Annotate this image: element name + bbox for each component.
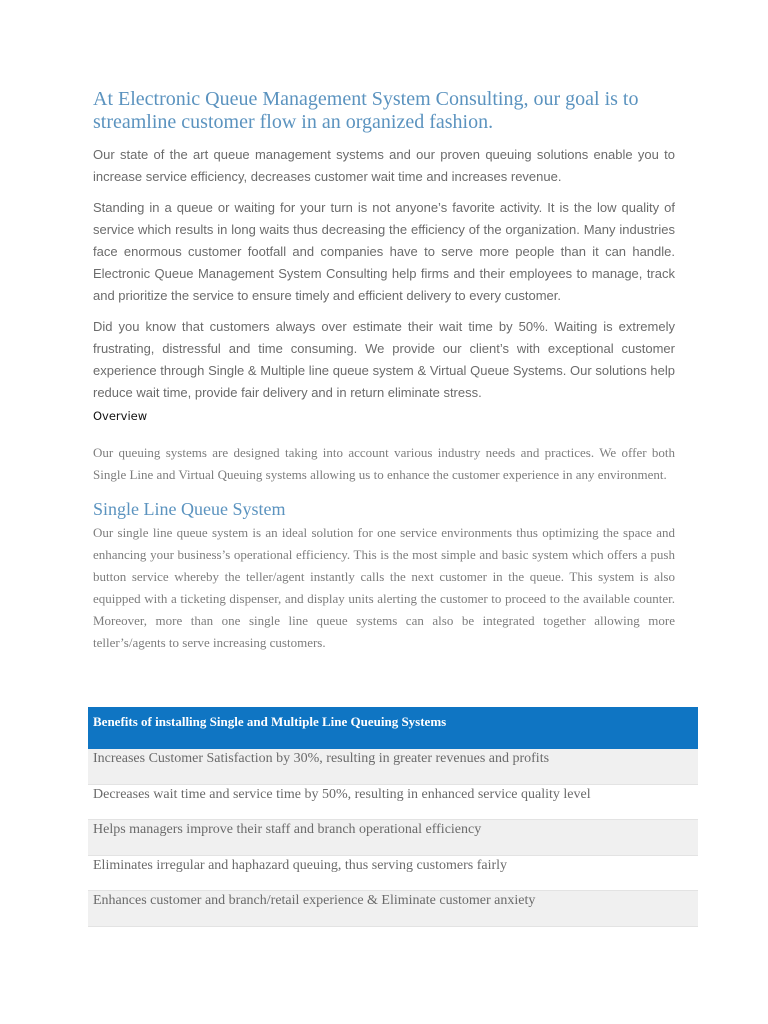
table-row: Decreases wait time and service time by 50%, resulting in enhanced service quality level xyxy=(88,785,698,821)
page-title: At Electronic Queue Management System Consulting, our goal is to streamline customer flow in an organized fashion. xyxy=(93,88,639,133)
document-body xyxy=(93,88,675,658)
intro-paragraph-2: Standing in a queue or waiting for your turn is not anyone’s favorite activity. It is the low quality of service which results in long waits thus decreasing the efficiency of the organization. Many industries face enormous customer footfall and companies have to serve more people than it can handle. Electronic Queue Management System Consulting help firms and their employees to manage, track and prioritize the service to ensure timely and efficient delivery to every customer. xyxy=(93,200,675,303)
overview-heading: Overview xyxy=(93,409,148,423)
table-row: Helps managers improve their staff and branch operational efficiency xyxy=(88,820,698,856)
intro-paragraph-1: Our state of the art queue management systems and our proven queuing solutions enable you to increase service efficiency, decreases customer wait time and increases revenue. xyxy=(93,147,675,184)
table-row: Increases Customer Satisfaction by 30%, resulting in greater revenues and profits xyxy=(88,749,698,785)
table-row: Eliminates irregular and haphazard queuing, thus serving customers fairly xyxy=(88,856,698,892)
overview-paragraph: Our queuing systems are designed taking into account various industry needs and practices. We offer both Single Line and Virtual Queuing systems allowing us to enhance the customer experience in any environment. xyxy=(93,445,675,482)
benefits-table-header: Benefits of installing Single and Multiple Line Queuing Systems xyxy=(88,707,698,749)
single-line-paragraph: Our single line queue system is an ideal solution for one service environments thus optimizing the space and enhancing your business’s operational efficiency. This is the most simple and basic system which offers a push button service whereby the teller/agent instantly calls the next customer in the queue. This system is also equipped with a ticketing dispenser, and display units alerting the customer to proceed to the available counter. Moreover, more than one single line queue systems can also be integrated together allowing more teller’s/agents to serve increasing customers. xyxy=(93,525,675,650)
benefits-table xyxy=(88,707,698,927)
single-line-heading: Single Line Queue System xyxy=(93,499,286,519)
table-row: Enhances customer and branch/retail experience & Eliminate customer anxiety xyxy=(88,891,698,927)
intro-paragraph-3: Did you know that customers always over estimate their wait time by 50%. Waiting is extremely frustrating, distressful and time consuming. We provide our client’s with exceptional customer experience through Single & Multiple line queue system & Virtual Queue Systems. Our solutions help reduce wait time, provide fair delivery and in return eliminate stress. xyxy=(93,319,675,400)
